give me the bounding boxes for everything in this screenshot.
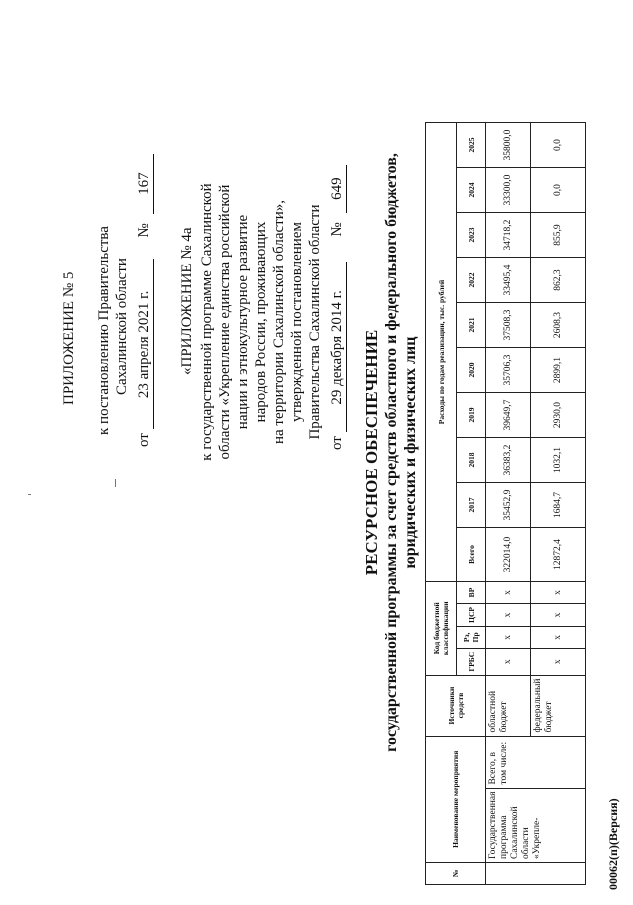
- appendix-old-line-1: к государственной программе Сахалинской: [199, 183, 215, 461]
- value-cell: 33495,4: [486, 258, 531, 303]
- value-cell: 39649,7: [486, 393, 531, 438]
- header-num: №: [426, 863, 486, 885]
- header-total: Всего: [457, 528, 486, 582]
- rz-pr-cell: х: [486, 626, 531, 648]
- header-csr: ЦСР: [457, 604, 486, 627]
- header-year: 2018: [457, 438, 486, 483]
- appendix-old-line-3: нации и этнокультурное развитие: [235, 214, 251, 430]
- appendix-old-title: «ПРИЛОЖЕНИЕ № 4а: [179, 227, 195, 375]
- appendix-old-line-4: народов России, проживающих: [253, 221, 269, 423]
- appendix-line-2: Сахалинской области: [114, 258, 130, 395]
- appendix-old-line-6: утвержденной постановлением: [289, 222, 305, 422]
- header-year: 2023: [457, 213, 486, 258]
- total-cell: 322014,0: [486, 528, 531, 582]
- all-label-cell: Всего, в том числе:: [486, 736, 586, 788]
- scan-speck: [28, 494, 31, 495]
- value-cell: 1032,1: [531, 438, 586, 483]
- value-cell: 35800,0: [486, 123, 531, 168]
- footer-version-code: 00062(п)(Версия): [606, 798, 620, 890]
- appendix-number: 167: [135, 154, 154, 214]
- header-name: Наименование мероприятия: [426, 736, 486, 862]
- value-cell: 2899,1: [531, 348, 586, 393]
- appendix-old-no-label: №: [329, 222, 345, 237]
- value-cell: 35706,3: [486, 348, 531, 393]
- value-cell: 34718,2: [486, 213, 531, 258]
- value-cell: 2930,0: [531, 393, 586, 438]
- rz-pr-cell: х: [531, 626, 586, 648]
- total-cell: 12872,4: [531, 528, 586, 582]
- appendix-old-from-label: от: [329, 436, 345, 450]
- vr-cell: х: [531, 582, 586, 604]
- header-vr: ВР: [457, 582, 486, 604]
- appendix-old-line-2: области «Укрепление единства российской: [217, 184, 233, 460]
- value-cell: 0,0: [531, 123, 586, 168]
- source-cell: федеральный бюджет: [531, 675, 586, 736]
- heading-subtitle-2: юридических и физических лиц: [402, 336, 419, 569]
- header-source: Источники средств: [426, 675, 486, 736]
- header-year: 2025: [457, 123, 486, 168]
- scan-speck: [115, 479, 116, 487]
- value-cell: 1684,7: [531, 483, 586, 528]
- heading-subtitle-1: государственной программы за счет средств областного и федерального бюджетов,: [383, 153, 400, 752]
- table-header-row: [426, 123, 457, 885]
- grbs-cell: х: [531, 648, 586, 675]
- vr-cell: х: [486, 582, 531, 604]
- appendix-date-line: [135, 154, 154, 447]
- row-number-cell: [486, 863, 586, 885]
- resource-table: [425, 122, 586, 885]
- table-row: [486, 123, 531, 885]
- header-expenses: Расходы по годам реализации, тыс. рублей: [426, 123, 457, 582]
- header-rz-pr: Рз, Пр: [457, 626, 486, 648]
- header-year: 2020: [457, 348, 486, 393]
- value-cell: 37508,3: [486, 303, 531, 348]
- header-year: 2021: [457, 303, 486, 348]
- appendix-old-line-7: Правительства Сахалинской области: [307, 204, 323, 440]
- header-year: 2024: [457, 168, 486, 213]
- header-budget-code: Код бюджетной классификации: [426, 582, 457, 676]
- appendix-from-label: от: [136, 433, 152, 447]
- value-cell: 2608,3: [531, 303, 586, 348]
- header-year: 2019: [457, 393, 486, 438]
- header-year: 2022: [457, 258, 486, 303]
- value-cell: 33300,0: [486, 168, 531, 213]
- appendix-old-number: 649: [328, 165, 347, 213]
- appendix-no-label: №: [136, 223, 152, 238]
- appendix-old-line-5: на территории Сахалинской области»,: [271, 200, 287, 444]
- appendix-title: ПРИЛОЖЕНИЕ № 5: [61, 271, 77, 405]
- source-cell: областной бюджет: [486, 675, 531, 736]
- csr-cell: х: [486, 604, 531, 627]
- header-grbs: ГРБС: [457, 648, 486, 675]
- csr-cell: х: [531, 604, 586, 627]
- appendix-line-1: к постановлению Правительства: [96, 226, 112, 435]
- value-cell: 855,9: [531, 213, 586, 258]
- appendix-old-date-line: [328, 165, 347, 450]
- value-cell: 862,3: [531, 258, 586, 303]
- value-cell: 0,0: [531, 168, 586, 213]
- program-name-cell: Государственная программа Сахалинской области «Укрепле-: [486, 788, 586, 862]
- appendix-old-date: 29 декабря 2014 г.: [328, 262, 347, 432]
- header-year: 2017: [457, 483, 486, 528]
- value-cell: 36383,2: [486, 438, 531, 483]
- grbs-cell: х: [486, 648, 531, 675]
- value-cell: 35452,9: [486, 483, 531, 528]
- appendix-date: 23 апреля 2021 г.: [135, 259, 154, 429]
- heading-title: РЕСУРСНОЕ ОБЕСПЕЧЕНИЕ: [362, 329, 381, 576]
